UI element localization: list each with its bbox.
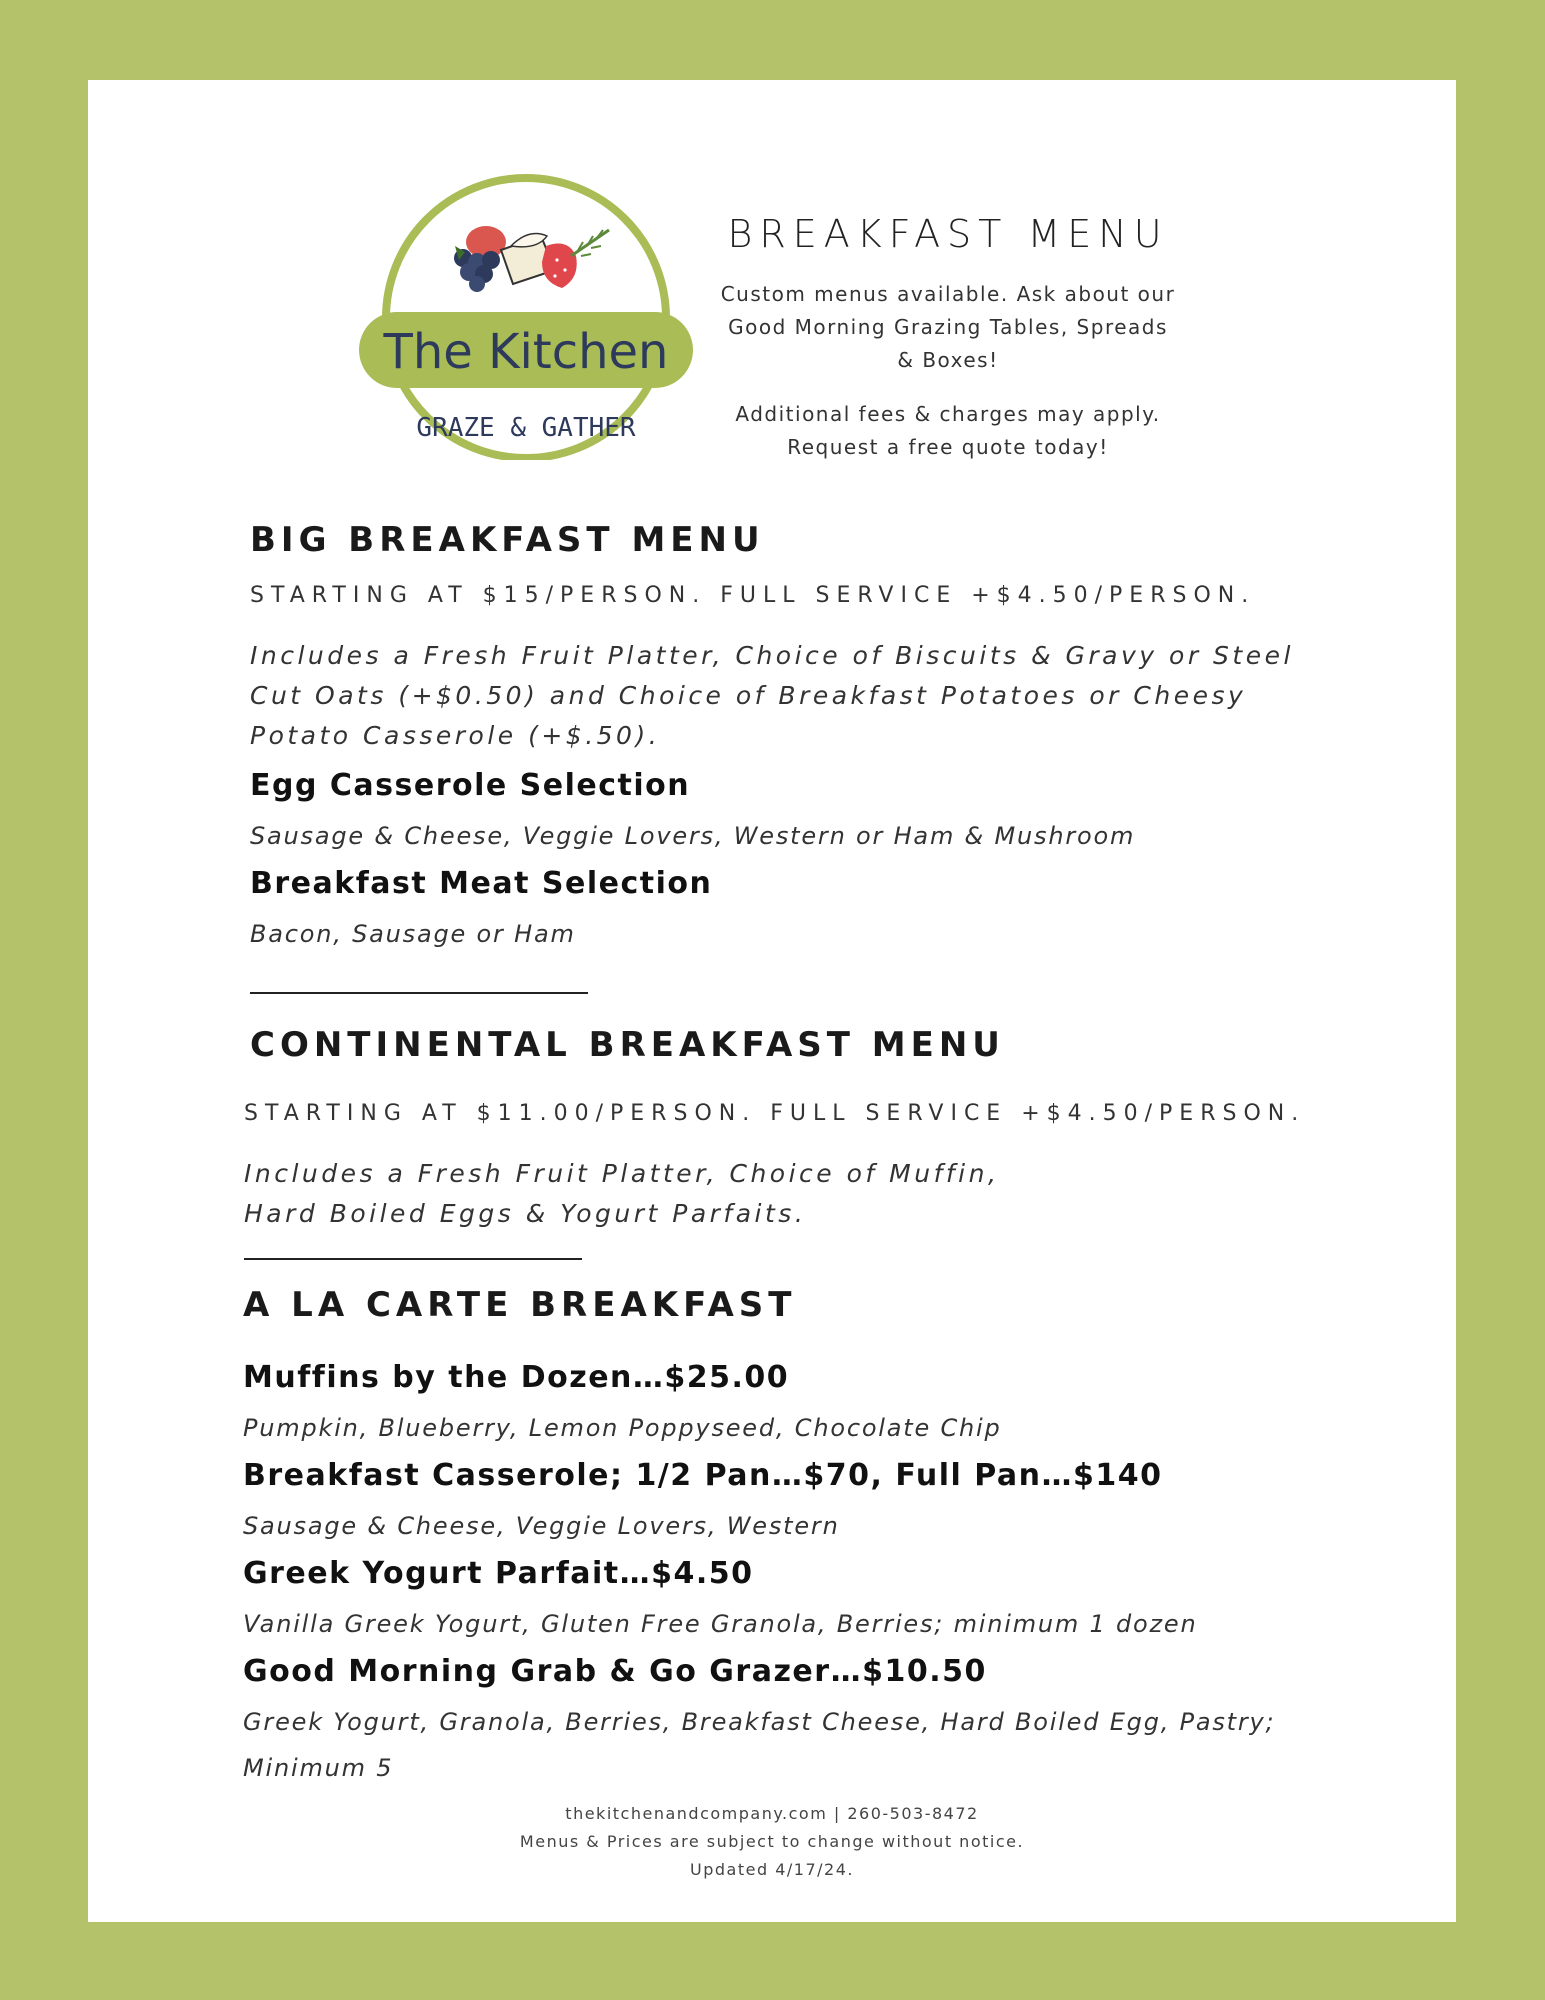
muffins-title: Muffins by the Dozen…$25.00 — [243, 1360, 790, 1395]
parfait-title: Greek Yogurt Parfait…$4.50 — [243, 1556, 754, 1591]
casserole-desc: Sausage & Cheese, Veggie Lovers, Western — [243, 1512, 840, 1540]
continental-includes-1: Includes a Fresh Fruit Platter, Choice of Muffin, — [244, 1159, 1000, 1188]
logo-tagline: GRAZE & GATHER — [416, 413, 636, 443]
big-breakfast-includes-2: Cut Oats (+$0.50) and Choice of Breakfast Potatoes or Cheesy — [250, 681, 1247, 710]
custom-menus-line-1: Custom menus available. Ask about our — [720, 282, 1176, 306]
egg-casserole-desc: Sausage & Cheese, Veggie Lovers, Western or Ham & Mushroom — [250, 822, 1136, 850]
custom-menus-line-2: Good Morning Grazing Tables, Spreads — [728, 315, 1168, 339]
breakfast-meat-desc: Bacon, Sausage or Ham — [250, 920, 576, 948]
menu-page — [88, 80, 1456, 1922]
section-divider — [244, 1258, 582, 1260]
grazer-desc-2: Minimum 5 — [243, 1754, 394, 1782]
continental-pricing: STARTING AT $11.00/PERSON. FULL SERVICE +$4.50/PERSON. — [244, 1101, 1306, 1126]
big-breakfast-pricing: STARTING AT $15/PERSON. FULL SERVICE +$4.50/PERSON. — [250, 583, 1256, 608]
continental-includes-2: Hard Boiled Eggs & Yogurt Parfaits. — [244, 1199, 807, 1228]
casserole-title: Breakfast Casserole; 1/2 Pan…$70, Full Pan…$140 — [243, 1458, 1163, 1493]
custom-menus-line-3: & Boxes! — [897, 348, 999, 372]
fees-line-1: Additional fees & charges may apply. — [735, 402, 1161, 426]
footer-notice: Menus & Prices are subject to change without notice. — [519, 1832, 1025, 1851]
parfait-desc: Vanilla Greek Yogurt, Gluten Free Granola, Berries; minimum 1 dozen — [243, 1610, 1198, 1638]
egg-casserole-title: Egg Casserole Selection — [250, 768, 691, 803]
kitchen-logo — [351, 160, 701, 460]
muffins-desc: Pumpkin, Blueberry, Lemon Poppyseed, Chocolate Chip — [243, 1414, 1002, 1442]
big-breakfast-includes-3: Potato Casserole (+$.50). — [250, 721, 661, 750]
grazer-title: Good Morning Grab & Go Grazer…$10.50 — [243, 1654, 987, 1689]
page-title: BREAKFAST MENU — [727, 212, 1169, 256]
grazer-desc: Greek Yogurt, Granola, Berries, Breakfast Cheese, Hard Boiled Egg, Pastry; — [243, 1708, 1276, 1736]
logo-name: The Kitchen — [383, 324, 669, 380]
big-breakfast-includes-1: Includes a Fresh Fruit Platter, Choice of Biscuits & Gravy or Steel — [250, 641, 1294, 670]
big-breakfast-title: BIG BREAKFAST MENU — [250, 520, 765, 560]
continental-title: CONTINENTAL BREAKFAST MENU — [250, 1025, 1005, 1065]
footer-contact: thekitchenandcompany.com | 260-503-8472 — [565, 1804, 979, 1823]
breakfast-meat-title: Breakfast Meat Selection — [250, 866, 713, 901]
section-divider — [250, 992, 588, 994]
a-la-carte-title: A LA CARTE BREAKFAST — [243, 1285, 797, 1325]
footer-updated: Updated 4/17/24. — [690, 1860, 854, 1879]
fees-line-2: Request a free quote today! — [787, 435, 1109, 459]
